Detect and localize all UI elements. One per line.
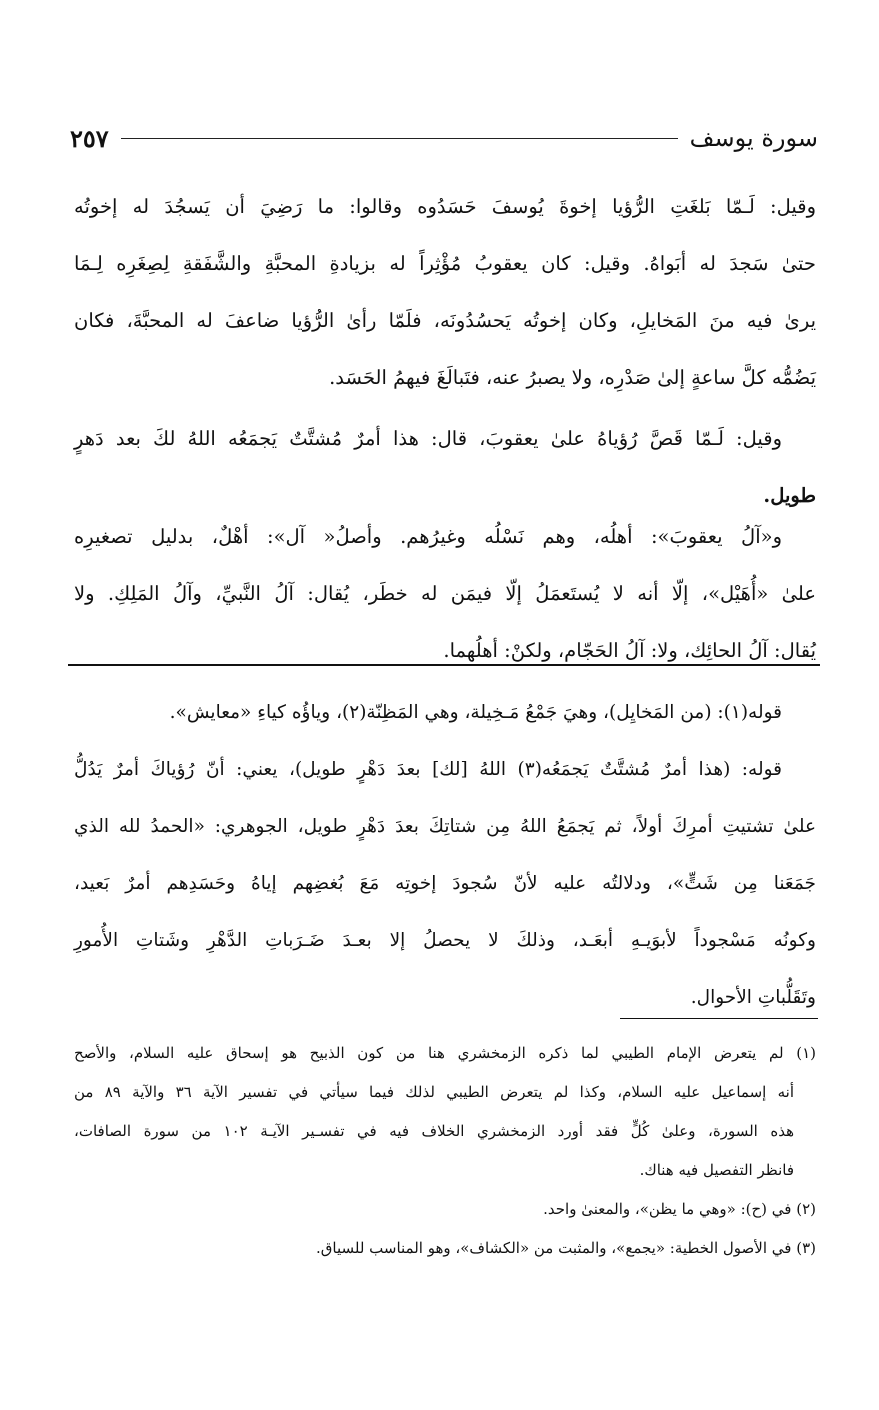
main-paragraph	[74, 410, 816, 524]
text-line: و«آلُ يعقوبَ»: أهلُه، وهم نَسْلُه وغيرُهم. وأصلُ« آل»: أهْلٌ، بدليل تصغيرِه	[74, 525, 782, 548]
text-line: قوله: (هذا أمرٌ مُشتَّتٌ يَجمَعُه(٣) اللهُ [لك] بعدَ دَهْرٍ طويل)، يعني: أنّ رُؤياكَ أمرٌ يَدُلُّ	[74, 759, 782, 780]
footnote-1	[74, 1034, 816, 1190]
text-line: وقيل: لَـمّا قَصَّ رُؤياهُ علىٰ يعقوبَ، قال: هذا أمرٌ مُشتَّتٌ يَجمَعُه اللهُ لكَ بعد دَهرٍ	[74, 427, 782, 450]
footnote-divider	[620, 1018, 818, 1019]
text-line: حتىٰ سَجدَ له أبَواهُ. وقيل: كان يعقوبُ مُؤْثِراً له بزيادةِ المحبَّةِ والشَّفَقةِ لِصِغَرِه لِـمَا	[74, 252, 816, 275]
footnote-line: (٣) في الأصول الخطية: «يجمع»، والمثبت من «الكشاف»، وهو المناسب للسياق.	[315, 1239, 816, 1257]
footnote-3	[74, 1229, 816, 1268]
surah-title: سورة يوسف	[689, 124, 818, 152]
footnote-line: هذه السورة، وعلىٰ كُلٍّ فقد أورد الزمخشري الخلاف فيه في تفسـير الآيـة ١٠٢ من سورة الصافات،	[74, 1122, 795, 1140]
header-rule	[121, 138, 678, 139]
text-line: يَضُمُّه كلَّ ساعةٍ إلىٰ صَدْرِه، ولا يصبرُ عنه، فتَبالَغَ فيهمُ الحَسَد.	[329, 366, 816, 389]
main-paragraph	[74, 178, 816, 406]
text-line: وتَقَلُّباتِ الأحوال.	[690, 987, 816, 1008]
footnotes	[74, 1034, 816, 1268]
footnote-line: (١) لم يتعرض الإمام الطيبي لما ذكره الزمخشري هنا من كون الذبيح هو إسحاق عليه السلام، والأصح	[74, 1044, 816, 1062]
text-line: جَمَعَنا مِن شَتٍّ»، ودلالتُه عليه لأنّ سُجودَ إخوتِه مَعَ بُغضِهم إياهُ وحَسَدِهم أمرٌ بَعيد،	[74, 873, 816, 894]
footnote-line: فانظر التفصيل فيه هناك.	[639, 1161, 794, 1179]
page-header	[70, 118, 818, 158]
commentary-paragraph	[74, 684, 816, 741]
footnote-2	[74, 1190, 816, 1229]
commentary-paragraph	[74, 741, 816, 1026]
text-line: قوله(١): (من المَخايِل)، وهيَ جَمْعُ مَـخِيلة، وهي المَظِنّة(٢)، وياؤُه كياءِ «معايش».	[169, 702, 782, 723]
section-divider	[68, 664, 820, 666]
text-line: يُقال: آلُ الحائِك، ولا: آلُ الحَجّام، ولكنْ: أهلُهما.	[443, 639, 816, 662]
text-line: يرىٰ فيه منَ المَخايلِ، وكان إخوتُه يَحسُدُونَه، فلَمّا رأىٰ الرُّؤيا ضاعفَ له المحبَّةَ، فكان	[74, 309, 816, 332]
text-line: طويل.	[763, 484, 816, 507]
footnote-line: أنه إسماعيل عليه السلام، وكذا لم يتعرض الطيبي لذلك فيما سيأتي في تفسير الآية ٣٦ والآية ٨٩ من	[74, 1083, 794, 1101]
page-number: ٢٥٧	[70, 123, 109, 153]
footnote-line: (٢) في (ح): «وهي ما يظن»، والمعنىٰ واحد.	[543, 1200, 816, 1218]
text-line: علىٰ «أُهَيْل»، إلّا أنه لا يُستَعمَلُ إلّا فيمَن له خطَر، يُقال: آلُ النَّبيِّ، وآلُ المَلِكِ. ولا	[74, 582, 816, 605]
text-line: علىٰ تشتيتِ أمرِكَ أولاً، ثم يَجمَعُ اللهُ مِن شتاتِكَ بعدَ دَهْرٍ طويل، الجوهري: «الحمدُ لله الذي	[74, 816, 816, 837]
main-paragraph	[74, 508, 816, 679]
text-line: وقيل: لَـمّا بَلغَتِ الرُّؤيا إخوةَ يُوسفَ حَسَدُوه وقالوا: ما رَضِيَ أن يَسجُدَ له إخوتُه	[74, 195, 816, 218]
text-line: وكونُه مَسْجوداً لأبوَيـهِ أبعَـد، وذلكَ لا يحصلُ إلا بعـدَ ضَـرَباتِ الدَّهْرِ وشَتاتِ الأُمورِ	[74, 930, 816, 951]
